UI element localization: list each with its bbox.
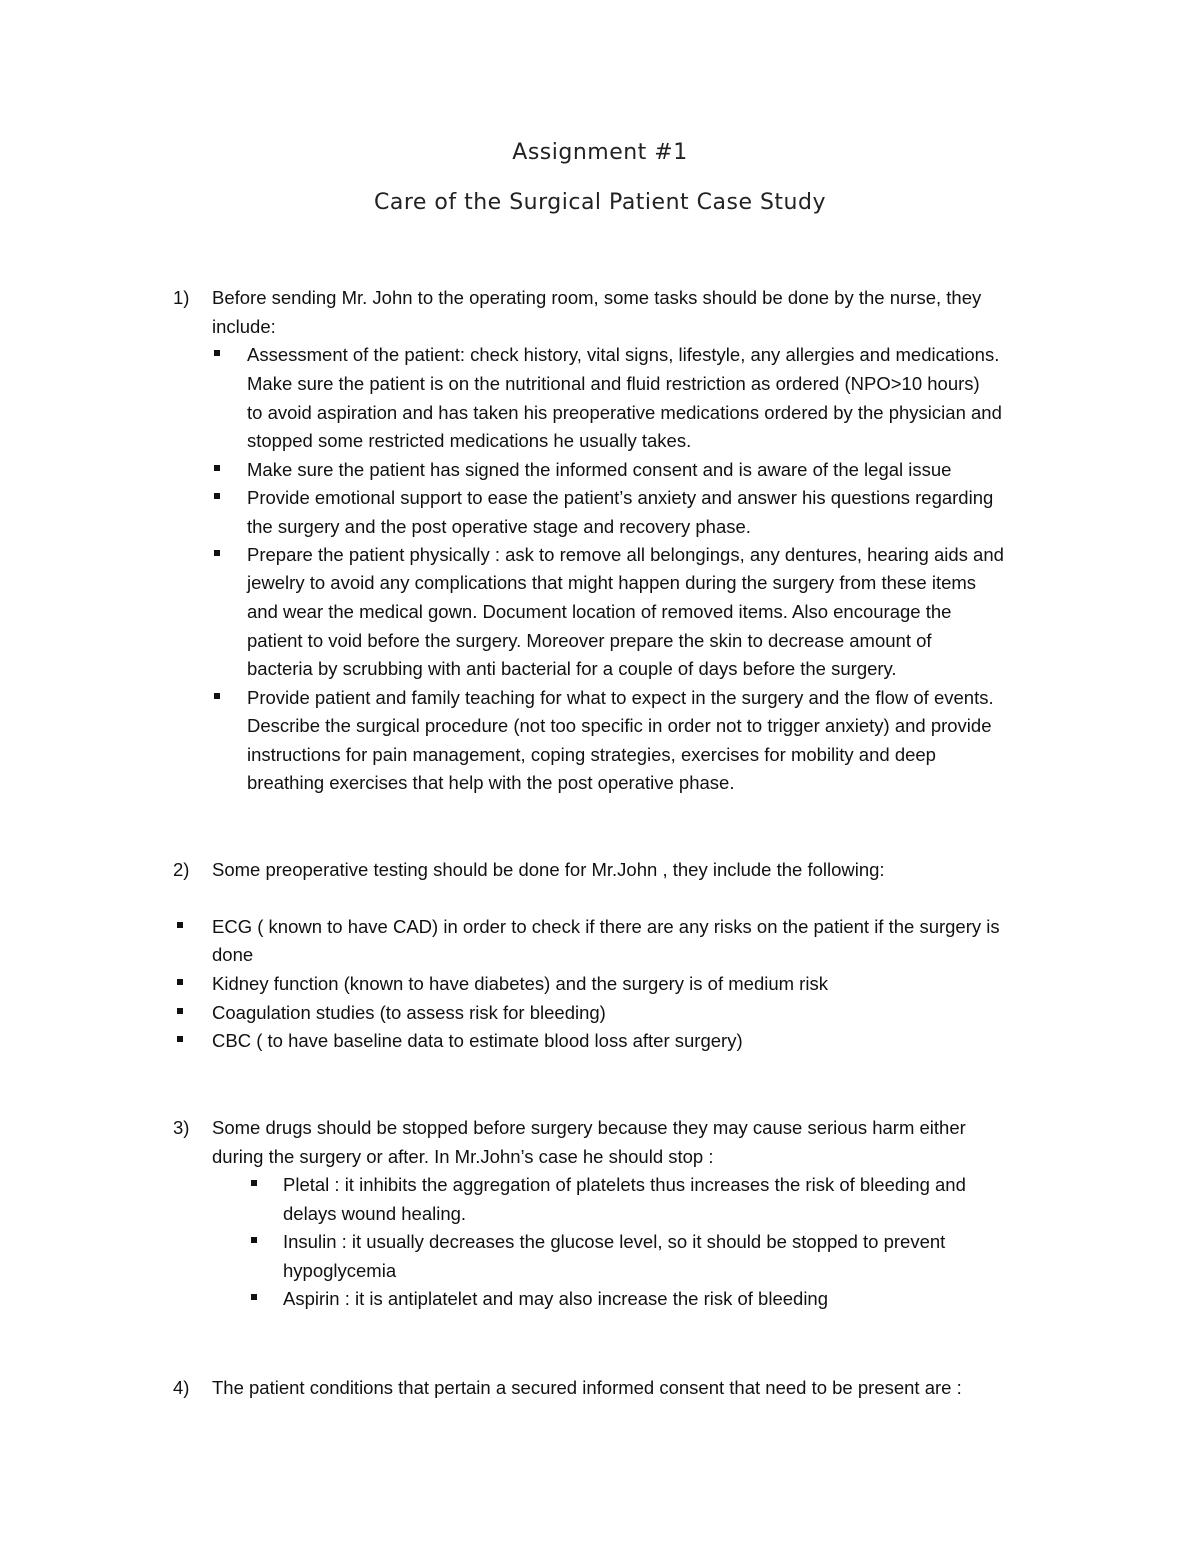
bullet-square-icon (251, 1180, 257, 1186)
q3-bullet-3-line: Aspirin : it is antiplatelet and may also increase the risk of bleeding (283, 1288, 829, 1309)
q3-bullet-2-line: Insulin : it usually decreases the glucose level, so it should be stopped to prevent (283, 1231, 946, 1252)
bullet-square-icon (214, 493, 220, 499)
bullet-square-icon (214, 465, 220, 471)
question-1-intro-line: Before sending Mr. John to the operating room, some tasks should be done by the nurse, they (212, 287, 982, 308)
bullet-square-icon (214, 350, 220, 356)
question-1-number: 1) (173, 287, 190, 308)
q1-bullet-5-line: Describe the surgical procedure (not too specific in order not to trigger anxiety) and provide (247, 715, 992, 736)
q2-bullet-2-line: Kidney function (known to have diabetes) and the surgery is of medium risk (212, 973, 828, 994)
question-3-number: 3) (173, 1117, 190, 1138)
q2-bullet-3-line: Coagulation studies (to assess risk for bleeding) (212, 1002, 606, 1023)
page-subtitle: Care of the Surgical Patient Case Study (373, 190, 826, 215)
q1-bullet-3-line: Provide emotional support to ease the patient’s anxiety and answer his questions regarding (247, 487, 994, 508)
q1-bullet-5-line: Provide patient and family teaching for what to expect in the surgery and the flow of events. (247, 687, 994, 708)
bullet-square-icon (251, 1237, 257, 1243)
q1-bullet-5-line: instructions for pain management, coping strategies, exercises for mobility and deep (247, 744, 936, 765)
bullet-square-icon (177, 922, 183, 928)
q1-bullet-2-line: Make sure the patient has signed the informed consent and is aware of the legal issue (247, 459, 952, 480)
question-1-intro-line: include: (212, 316, 276, 337)
q1-bullet-4-line: jewelry to avoid any complications that might happen during the surgery from these items (247, 572, 977, 593)
q1-bullet-4-line: bacteria by scrubbing with anti bacterial for a couple of days before the surgery. (247, 658, 897, 679)
bullet-square-icon (214, 550, 220, 556)
q1-bullet-3-line: the surgery and the post operative stage and recovery phase. (247, 516, 751, 537)
bullet-square-icon (214, 693, 220, 699)
page-title: Assignment #1 (512, 140, 688, 165)
q3-bullet-2-line: hypoglycemia (283, 1260, 397, 1281)
q3-bullet-1-line: Pletal : it inhibits the aggregation of platelets thus increases the risk of bleeding and (283, 1174, 966, 1195)
question-3-intro-line: during the surgery or after. In Mr.John’s case he should stop : (212, 1146, 714, 1167)
question-4-intro: The patient conditions that pertain a secured informed consent that need to be present are : (212, 1377, 962, 1398)
question-4-number: 4) (173, 1377, 190, 1398)
question-2-number: 2) (173, 859, 190, 880)
q2-bullet-4-line: CBC ( to have baseline data to estimate blood loss after surgery) (212, 1030, 743, 1051)
q1-bullet-1-line: to avoid aspiration and has taken his preoperative medications ordered by the physician and (247, 402, 1002, 423)
bullet-square-icon (177, 1008, 183, 1014)
q2-bullet-1-line: done (212, 944, 254, 965)
q1-bullet-4-line: patient to void before the surgery. Moreover prepare the skin to decrease amount of (247, 630, 932, 651)
q3-bullet-1-line: delays wound healing. (283, 1203, 467, 1224)
question-2-intro: Some preoperative testing should be done for Mr.John , they include the following: (212, 859, 885, 880)
q2-bullet-1-line: ECG ( known to have CAD) in order to check if there are any risks on the patient if the surgery is (212, 916, 1000, 937)
bullet-square-icon (177, 979, 183, 985)
bullet-square-icon (177, 1036, 183, 1042)
q1-bullet-4-line: and wear the medical gown. Document location of removed items. Also encourage the (247, 601, 952, 622)
q1-bullet-4-line: Prepare the patient physically : ask to remove all belongings, any dentures, hearing aids and (247, 544, 1004, 565)
question-3-intro-line: Some drugs should be stopped before surgery because they may cause serious harm either (212, 1117, 966, 1138)
q1-bullet-5-line: breathing exercises that help with the post operative phase. (247, 772, 735, 793)
bullet-square-icon (251, 1294, 257, 1300)
q1-bullet-1-line: Assessment of the patient: check history, vital signs, lifestyle, any allergies and medications. (247, 344, 1000, 365)
q1-bullet-1-line: stopped some restricted medications he usually takes. (247, 430, 692, 451)
q1-bullet-1-line: Make sure the patient is on the nutritional and fluid restriction as ordered (NPO>10 hours) (247, 373, 980, 394)
